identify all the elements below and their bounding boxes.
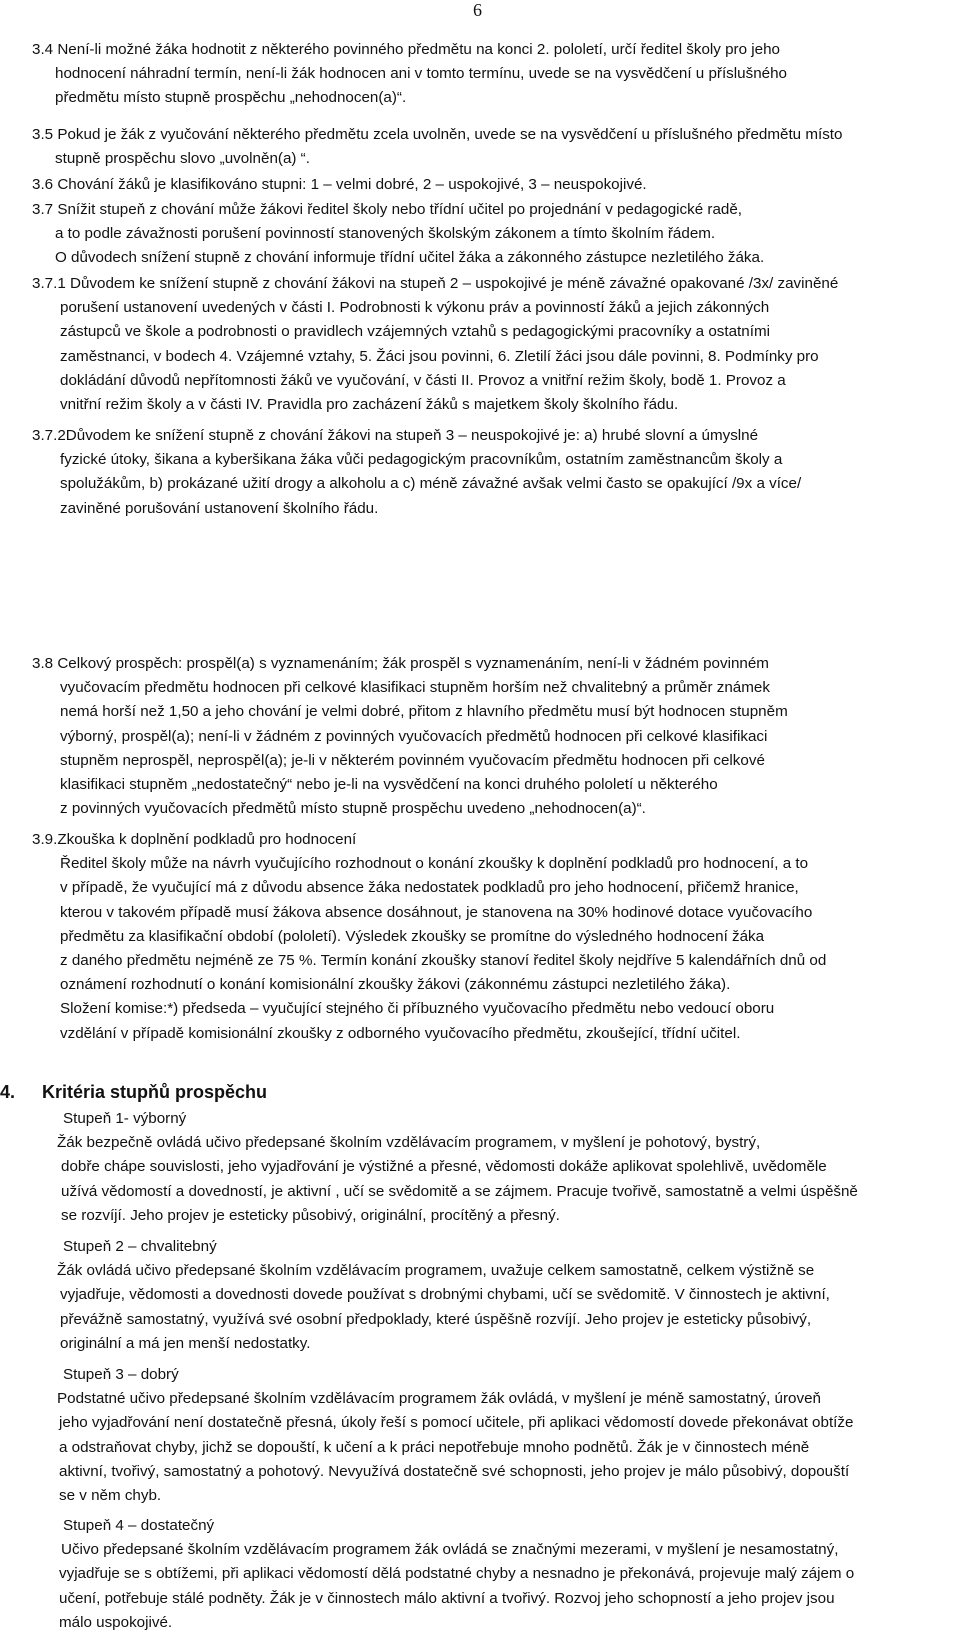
page-number: 6	[473, 0, 482, 20]
section-line: předmětu místo stupně prospěchu „nehodnocen(a)“.	[55, 89, 407, 107]
section-line: zástupců ve škole a podrobnosti o pravidlech vzájemných vztahů s pedagogickými pracovníky a ostatními	[60, 323, 770, 341]
criterion-title: Stupeň 4 – dostatečný	[63, 1517, 215, 1534]
criterion-title: Stupeň 1- výborný	[63, 1110, 187, 1127]
section-line: stupně prospěchu slovo „uvolněn(a) “.	[55, 150, 310, 168]
criterion-line: dobře chápe souvislosti, jeho vyjadřování je výstižné a přesné, vědomosti dokáže aplikovat spolehlivě, uvědoměle	[61, 1158, 827, 1176]
section-line: 3.9.Zkouška k doplnění podkladů pro hodnocení	[32, 831, 357, 848]
section-line: vzdělání v případě komisionální zkoušky z odborného vyučovacího předmětu, zkoušející, třídní učitel.	[60, 1024, 741, 1042]
heading-title: Kritéria stupňů prospěchu	[42, 1082, 268, 1102]
criterion-line: se v něm chyb.	[59, 1487, 162, 1505]
section-line: 3.7.1 Důvodem ke snížení stupně z chování žákovi na stupeň 2 – uspokojivé je méně závažné opakované /3x/ zaviněné	[32, 275, 839, 292]
criterion-grade-4	[57, 1514, 952, 1635]
section-3-8	[32, 652, 950, 821]
criterion-line: a odstraňovat chyby, jichž se dopouští, k učení a k práci nepotřebuje mnoho podnětů. Žák je v činnostech méně	[59, 1438, 810, 1456]
section-4-heading	[0, 1082, 267, 1103]
criterion-line: Podstatné učivo předepsané školním vzdělávacím programem žák ovládá, v myšlení je méně samostatný, úroveň	[57, 1390, 821, 1408]
criterion-line: Žák bezpečně ovládá učivo předepsané školním vzdělávacím programem, v myšlení je pohotový, bystrý,	[57, 1134, 761, 1152]
section-line: výborný, prospěl(a); není-li v žádném z povinných vyučovacích předmětů hodnocen při celkové klasifikaci	[60, 727, 768, 745]
section-3-4	[32, 38, 950, 111]
section-3-7-1	[32, 272, 950, 417]
section-line: Ředitel školy může na návrh vyučujícího rozhodnout o konání zkoušky k doplnění podkladů pro hodnocení, a to	[60, 855, 809, 873]
criterion-line: užívá vědomostí a dovedností, je aktivní , učí se svědomitě a se zájmem. Pracuje tvořivě, samostatně a velmi úspěšně	[61, 1182, 858, 1200]
section-3-7-2	[32, 424, 950, 521]
section-line: předmětu za klasifikační období (pololetí). Výsledek zkoušky se promítne do výsledného hodnocení žáka	[60, 927, 765, 945]
section-line: O důvodech snížení stupně z chování informuje třídní učitel žáka a zákonného zástupce nezletilého žáka.	[55, 249, 765, 267]
section-3-5	[32, 123, 950, 171]
criterion-line: málo uspokojivé.	[59, 1613, 173, 1631]
section-line: 3.5 Pokud je žák z vyučování některého předmětu zcela uvolněn, uvede se na vysvědčení u příslušného předmětu místo	[32, 126, 843, 143]
section-line: stupněm neprospěl, neprospěl(a); je-li v některém povinném vyučovacím předmětu hodnocen při celkové	[60, 751, 765, 769]
section-line: 3.4 Není-li možné žáka hodnotit z některého povinného předmětu na konci 2. pololetí, určí ředitel školy pro jeho	[32, 41, 780, 58]
criterion-title: Stupeň 3 – dobrý	[63, 1366, 179, 1383]
section-line: fyzické útoky, šikana a kyberšikana žáka vůči pedagogickým pracovníkům, ostatním zaměstnancům školy a	[60, 451, 783, 469]
section-line: zaviněné porušování ustanovení školního řádu.	[60, 499, 379, 517]
section-line: spolužákům, b) prokázané užití drogy a alkoholu a c) méně závažné avšak velmi často se opakující /9x a více/	[60, 475, 802, 493]
criterion-line: Učivo předepsané školním vzdělávacím programem žák ovládá se značnými mezerami, v myšlení je nesamostatný,	[61, 1541, 839, 1559]
criterion-grade-1	[57, 1107, 952, 1228]
criterion-title: Stupeň 2 – chvalitebný	[63, 1238, 217, 1255]
section-line: vnitřní režim školy a v části IV. Pravidla pro zacházení žáků s majetkem školy školního řádu.	[60, 396, 679, 414]
criterion-line: vyjadřuje, vědomosti a dovednosti dovede používat s drobnými chybami, učí se svědomitě. V činnostech je aktivní,	[60, 1286, 830, 1304]
section-line: vyučovacím předmětu hodnocen při celkové klasifikaci stupněm horším než chvalitebný a průměr známek	[60, 679, 770, 697]
section-line: z povinných vyučovacích předmětů místo stupně prospěchu uvedeno „nehodnocen(a)“.	[60, 800, 646, 818]
section-line: v případě, že vyučující má z důvodu absence žáka nedostatek podkladů pro jeho hodnocení, přičemž hranice,	[60, 879, 799, 897]
criterion-line: jeho vyjadřování není dostatečně přesná, úkoly řeší s pomocí učitele, při aplikaci vědomostí dovede překonávat obtíže	[59, 1414, 854, 1432]
criterion-grade-2	[57, 1235, 952, 1356]
criterion-line: aktivní, tvořivý, samostatný a pohotový. Nevyužívá dostatečně své schopnosti, jeho projev je málo působivý, dopouští	[59, 1462, 850, 1480]
section-line: 3.7 Snížit stupeň z chování může žákovi ředitel školy nebo třídní učitel po projednání v pedagogické radě,	[32, 201, 743, 218]
section-3-7	[32, 198, 950, 271]
section-line: 3.8 Celkový prospěch: prospěl(a) s vyznamenáním; žák prospěl s vyznamenáním, není-li v žádném povinném	[32, 655, 769, 672]
section-line: zaměstnanci, v bodech 4. Vzájemné vztahy, 5. Žáci jsou povinni, 6. Zletilí žáci jsou dále povinni, 8. Podmínky pro	[60, 347, 819, 365]
section-line: 3.7.2Důvodem ke snížení stupně z chování žákovi na stupeň 3 – neuspokojivé je: a) hrubé slovní a úmyslné	[32, 427, 759, 444]
criterion-line: se rozvíjí. Jeho projev je esteticky působivý, originální, procítěný a přesný.	[61, 1206, 560, 1224]
section-3-6	[32, 173, 950, 197]
section-line: nemá horší než 1,50 a jeho chování je velmi dobré, přitom z hlavního předmětu musí být hodnocen stupněm	[60, 703, 788, 721]
section-line: porušení ustanovení uvedených v části I. Podrobnosti k výkonu práv a povinností žáků a jejich zákonných	[60, 299, 770, 317]
heading-number: 4.	[0, 1082, 16, 1102]
criterion-line: Žák ovládá učivo předepsané školním vzdělávacím programem, uvažuje celkem samostatně, celkem výstižně se	[57, 1262, 815, 1280]
section-line: z daného předmětu nejméně ze 75 %. Termín konání zkoušky stanoví ředitel školy nejdříve 5 kalendářních dnů od	[60, 952, 827, 970]
section-line: dokládání důvodů nepřítomnosti žáků ve vyučování, v části II. Provoz a vnitřní režim školy, bodě 1. Provoz a	[60, 371, 786, 389]
criterion-grade-3	[57, 1363, 952, 1508]
section-line: klasifikaci stupněm „nedostatečný“ nebo je-li na vysvědčení na konci druhého pololetí u některého	[60, 776, 718, 794]
section-3-9	[32, 828, 950, 1046]
section-line: Složení komise:*) předseda – vyučující stejného či příbuzného vyučovacího předmětu nebo vedoucí oboru	[60, 1000, 775, 1018]
criterion-line: převážně samostatný, využívá své osobní předpoklady, které úspěšně rozvíjí. Jeho projev je esteticky působivý,	[60, 1310, 812, 1328]
section-line: oznámení rozhodnutí o konání komisionální zkoušky žákovi (zákonnému zástupci nezletilého žáka).	[60, 976, 731, 994]
criterion-line: vyjadřuje se s obtížemi, při aplikaci vědomostí dělá podstatné chyby a nesnadno je překonává, projevuje malý zájem o	[59, 1565, 855, 1583]
section-line: a to podle závažnosti porušení povinností stanovených školským zákonem a tímto školním řádem.	[55, 225, 716, 243]
criterion-line: učení, potřebuje stálé podněty. Žák je v činnostech málo aktivní a tvořivý. Rozvoj jeho schopností a jeho projev jsou	[59, 1589, 835, 1607]
section-line: kterou v takovém případě musí žákova absence dosáhnout, je stanovena na 30% hodinové dotace vyučovacího	[60, 903, 813, 921]
criterion-line: originální a má jen menší nedostatky.	[60, 1334, 311, 1352]
section-line: 3.6 Chování žáků je klasifikováno stupni: 1 – velmi dobré, 2 – uspokojivé, 3 – neuspokojivé.	[32, 176, 647, 193]
section-line: hodnocení náhradní termín, není-li žák hodnocen ani v tomto termínu, uvede se na vysvědčení u příslušného	[55, 65, 787, 83]
